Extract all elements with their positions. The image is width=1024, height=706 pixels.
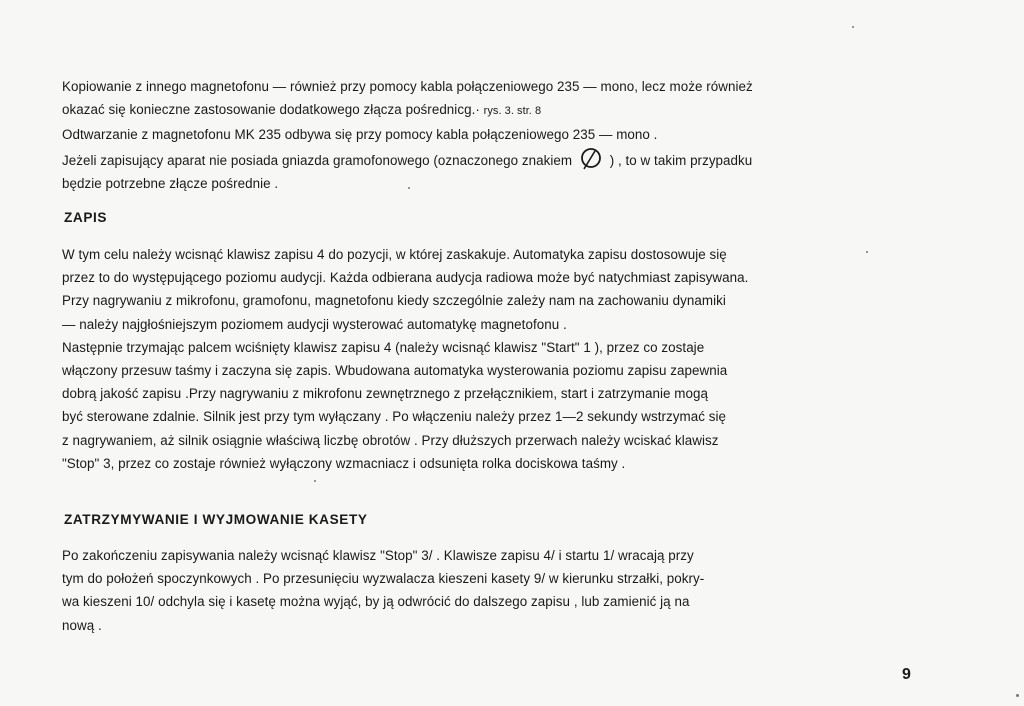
- scan-speck: [314, 480, 316, 482]
- scan-speck: [1016, 694, 1019, 697]
- zapis-line: Następnie trzymając palcem wciśnięty klawisz zapisu 4 (należy wcisnąć klawisz "Start" 1 ), przez co zostaje: [62, 339, 705, 355]
- zapis-line: W tym celu należy wcisnąć klawisz zapisu 4 do pozycji, w której zaskakuje. Automatyka zapisu dostosowuje się: [62, 247, 727, 262]
- page-number: 9: [902, 666, 911, 683]
- zatrzymywanie-line: wa kieszeni 10/ odchyla się i kasetę można wyjąć, by ją odwrócić do dalszego zapisu , lub zamienić ją na: [62, 594, 690, 610]
- gramophone-symbol-icon: [578, 147, 604, 171]
- intro-line-3: Odtwarzanie z magnetofonu MK 235 odbywa się przy pomocy kabla połączeniowego 235 — mono .: [62, 127, 658, 143]
- zapis-paragraph: [62, 243, 962, 475]
- intro-line-2-text: okazać się konieczne zastosowanie dodatkowego złącza pośrednicg.·: [62, 102, 480, 118]
- intro-line-4: [62, 147, 962, 172]
- intro-line-5: będzie potrzebne złącze pośrednie .: [62, 175, 279, 191]
- section-heading-zapis: ZAPIS: [64, 210, 108, 225]
- intro-line-2: [62, 98, 962, 123]
- intro-paragraph: [62, 75, 962, 195]
- zatrzymywanie-line: nową .: [62, 617, 102, 633]
- scan-speck: [852, 26, 854, 28]
- zapis-line: włączony przesuw taśmy i zaczyna się zapis. Wbudowana automatyka wysterowania poziomu zapisu zapewnia: [62, 363, 728, 379]
- zapis-line: Przy nagrywaniu z mikrofonu, gramofonu, magnetofonu kiedy szczególnie zależy nam na zachowaniu dynamiki: [62, 293, 726, 309]
- zapis-line: — należy najgłośniejszym poziomem audycji wysterować automatykę magnetofonu .: [62, 316, 567, 332]
- scan-speck: [866, 251, 868, 253]
- zapis-line: przez to do występującego poziomu audycji. Każda odbierana audycja radiowa może być natychmiast zapisywana.: [62, 270, 749, 286]
- intro-line-4-text: Jeżeli zapisujący aparat nie posiada gniazda gramofonowego (oznaczonego znakiem: [62, 152, 573, 168]
- scan-speck: [408, 187, 410, 189]
- zapis-line: dobrą jakość zapisu .Przy nagrywaniu z mikrofonu zewnętrznego z przełącznikiem, start i zatrzymanie mogą: [62, 386, 708, 402]
- figure-reference: rys. 3. str. 8: [483, 105, 542, 118]
- intro-line-1: Kopiowanie z innego magnetofonu — również przy pomocy kabla połączeniowego 235 — mono, lecz może również: [62, 79, 753, 94]
- zapis-line: "Stop" 3, przez co zostaje również wyłączony wzmacniacz i odsunięta rolka dociskowa taśmy .: [62, 455, 626, 471]
- zatrzymywanie-line: tym do położeń spoczynkowych . Po przesunięciu wyzwalacza kieszeni kasety 9/ w kierunku strzałki, pokry-: [62, 571, 705, 587]
- zatrzymywanie-paragraph: [62, 544, 962, 637]
- intro-line-4-text-end: ) , to w takim przypadku: [609, 152, 753, 168]
- zatrzymywanie-line: Po zakończeniu zapisywania należy wcisnąć klawisz "Stop" 3/ . Klawisze zapisu 4/ i startu 1/ wracają przy: [62, 548, 694, 563]
- section-heading-zatrzymywanie: ZATRZYMYWANIE I WYJMOWANIE KASETY: [64, 512, 368, 527]
- zapis-line: być sterowane zdalnie. Silnik jest przy tym wyłączany . Po włączeniu należy przez 1—2 sekundy wstrzymać się: [62, 409, 726, 425]
- zapis-line: z nagrywaniem, aż silnik osiągnie właściwą liczbę obrotów . Przy dłuższych przerwach należy wciskać klawisz: [62, 432, 719, 448]
